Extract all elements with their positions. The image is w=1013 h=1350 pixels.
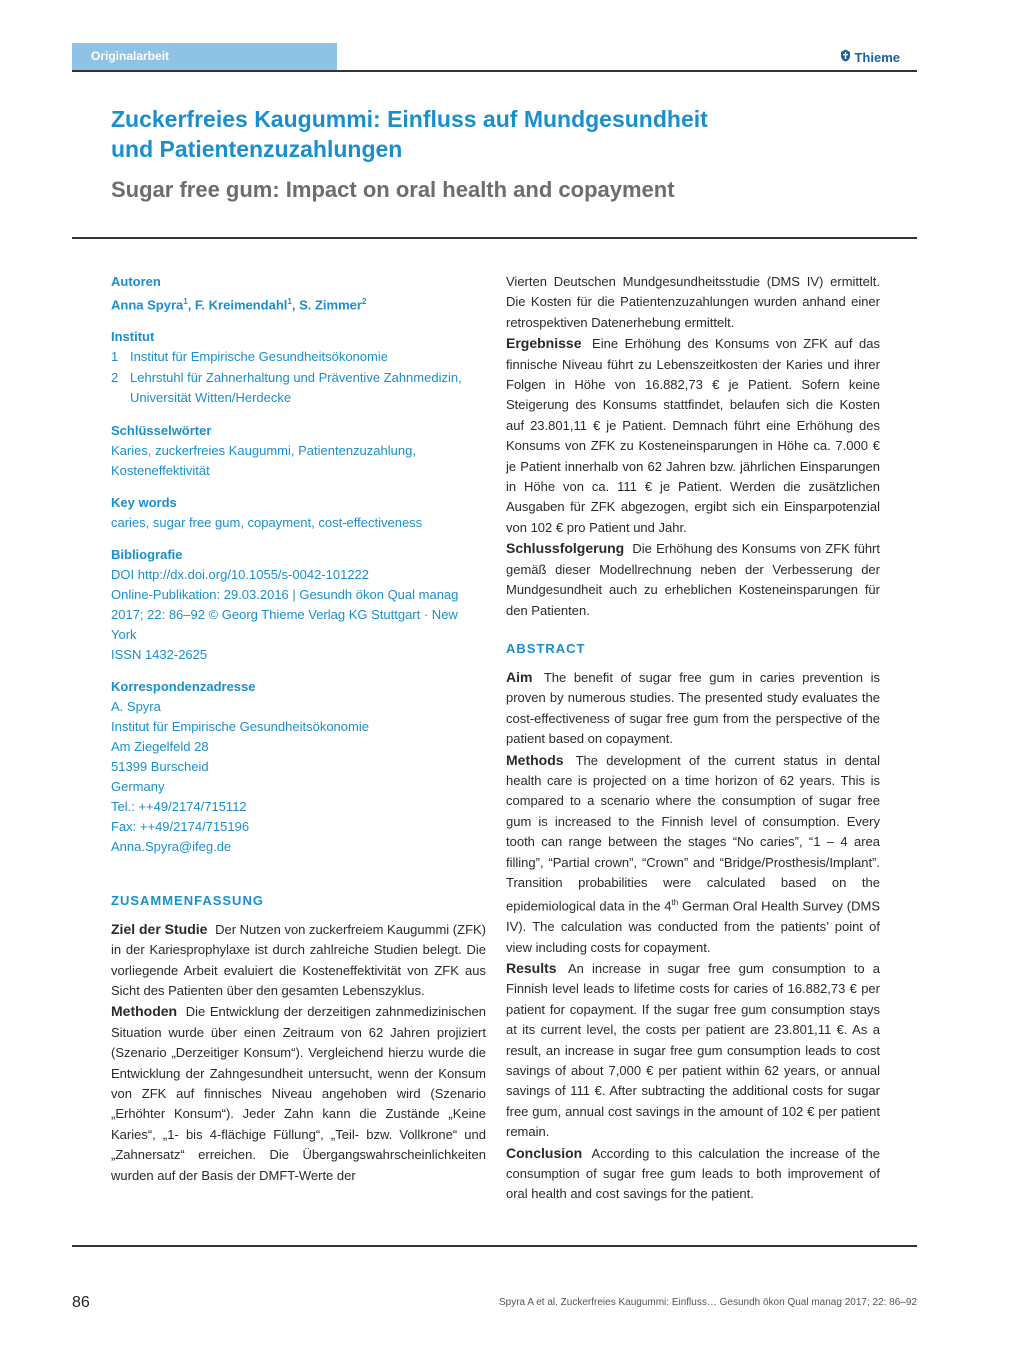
author-2: , F. Kreimendahl bbox=[187, 297, 288, 313]
corr-fax: Fax: ++49/2174/715196 bbox=[111, 818, 250, 834]
correspondence-label: Korrespondenzadresse bbox=[111, 678, 256, 694]
correspondence-block bbox=[111, 677, 486, 857]
title-rule bbox=[72, 237, 917, 239]
authors-label: Autoren bbox=[111, 274, 161, 289]
corr-street: Am Ziegelfeld 28 bbox=[111, 738, 209, 754]
methoden-label: Methoden bbox=[111, 1003, 178, 1020]
author-2-affil: 1 bbox=[287, 297, 292, 306]
methoden-paragraph bbox=[111, 1001, 486, 1186]
keywords-en-block bbox=[111, 493, 486, 533]
institute-label: Institut bbox=[111, 329, 155, 345]
keywords-en-label: Key words bbox=[111, 494, 177, 510]
ergebnisse-paragraph bbox=[506, 333, 880, 538]
author-3: , S. Zimmer bbox=[291, 297, 362, 313]
methoden-text: Die Entwicklung der derzeitigen zahnmedizinischen Situation wurde über einen Zeitraum von 62 Jahren projiziert (Szenario „Derzeitiger Konsum“). Vergleichend hierzu wurde die Entwicklung der Zahngesundheit untersucht, wenn der Konsum von ZFK auf finnisches Niveau angehoben wird (Szenario „Erhöhter Konsum“). Jeder Zahn kann die Zustände „Keine Karies“, „1- bis 4-flächige Füllung“, „Teil- bzw. Vollkrone“ und „Zahnersatz“ erreichen. Die Übergangswahrscheinlichkeiten wurden auf der Basis der DMFT-Werte der bbox=[111, 1004, 486, 1183]
doi-link[interactable]: DOI http://dx.doi.org/10.1055/s-0042-101222 bbox=[111, 566, 370, 582]
institute-block bbox=[111, 327, 486, 409]
methods-paragraph bbox=[506, 750, 880, 958]
header-rule bbox=[72, 70, 917, 72]
institute-item bbox=[111, 347, 486, 368]
schluss-label: Schlussfolgerung bbox=[506, 540, 625, 557]
author-1-affil: 1 bbox=[183, 297, 188, 306]
footer-citation: Spyra A et al. Zuckerfreies Kaugummi: Einfluss… Gesundh ökon Qual manag 2017; 22: 86–92 bbox=[498, 1297, 917, 1308]
results-label: Results bbox=[506, 959, 557, 976]
ziel-text: Der Nutzen von zuckerfreiem Kaugummi (ZFK) in der Kariesprophylaxe ist durch zahlreiche Studien belegt. Die vorliegende Arbeit evaluiert die Kosteneffektivität von ZFK aus Sicht des Patienten über den gesamten Lebenszyklus. bbox=[111, 921, 487, 999]
author-3-affil: 2 bbox=[361, 297, 367, 306]
corr-city: 51399 Burscheid bbox=[111, 758, 209, 774]
institute-name: Lehrstuhl für Zahnerhaltung und Präventive Zahnmedizin, Universität Witten/Herdecke bbox=[130, 369, 462, 406]
authors-block bbox=[111, 272, 486, 315]
corr-phone: Tel.: ++49/2174/715112 bbox=[111, 798, 247, 814]
author-1: Anna Spyra bbox=[111, 297, 184, 313]
methoden-continued: Vierten Deutschen Mundgesundheitsstudie (DMS IV) ermittelt. Die Kosten für die Patientenzuzahlungen wurden anhand einer retrospektiven Datenerhebung ermittelt. bbox=[506, 274, 880, 330]
keywords-de-block bbox=[111, 421, 486, 481]
conclusion-paragraph bbox=[506, 1143, 880, 1205]
methods-text-a: The development of the current status in dental health care is projected on a time horizon of 62 years. This is compared to a scenario where the consumption of sugar free gum is increased to the Finnish level of consumption. Every tooth can range between the stages “No caries”, “1 – 4 area filling”, “Partial crown”, “Crown” and “Bridge/Prosthesis/Implant”. Transition probabilities were calculated based on the epidemiological data in the 4 bbox=[506, 752, 880, 914]
corr-institute: Institut für Empirische Gesundheitsökonomie bbox=[111, 718, 369, 734]
issn: ISSN 1432-2625 bbox=[111, 646, 208, 662]
article-title-german bbox=[111, 104, 811, 164]
publisher-logo bbox=[840, 49, 900, 65]
page-number: 86 bbox=[72, 1294, 90, 1311]
methods-label: Methods bbox=[506, 751, 564, 768]
footer-rule bbox=[72, 1245, 917, 1247]
schluss-paragraph bbox=[506, 538, 880, 621]
schluss-text: Die Erhöhung des Konsums von ZFK führt gemäß dieser Modellrechnung neben der Verbesserung der Mundgesundheit auch zu erheblichen Kosteneinsparungen für den Patienten. bbox=[506, 541, 880, 618]
section-tag: Originalarbeit bbox=[72, 43, 337, 71]
thieme-logo-icon bbox=[840, 49, 851, 65]
article-title-english: Sugar free gum: Impact on oral health and copayment bbox=[111, 177, 675, 202]
right-column bbox=[506, 272, 880, 1205]
keywords-de: Karies, zuckerfreies Kaugummi, Patientenzuzahlung, Kosteneffektivität bbox=[111, 442, 416, 478]
keywords-en: caries, sugar free gum, copayment, cost-effectiveness bbox=[111, 514, 423, 530]
conclusion-label: Conclusion bbox=[506, 1144, 583, 1161]
publisher-name: Thieme bbox=[854, 49, 900, 65]
bibliography-label: Bibliografie bbox=[111, 546, 183, 562]
abstract-heading: ABSTRACT bbox=[506, 640, 586, 656]
title-line-2: und Patientenzuzahlungen bbox=[111, 136, 403, 162]
ergebnisse-label: Ergebnisse bbox=[506, 335, 582, 352]
conclusion-text: According to this calculation the increase of the consumption of sugar free gum leads to both improvement of oral health and cost savings for the patient. bbox=[506, 1145, 880, 1202]
results-text: An increase in sugar free gum consumption to a Finnish level leads to lifetime costs for caries of 16.882,73 € per patient for copayment. If the sugar free gum consumption stays at its current level, the costs per patient are 23.801,11 €. As a result, an increase in sugar free gum consumption leads to cost savings of about 7,000 € per patient within 62 years, or annual savings of 111 €. After subtracting the additional costs for sugar free gum, annual cost savings in the amount of 102 € per patient remain. bbox=[506, 960, 880, 1140]
institute-number: 1 bbox=[111, 349, 119, 365]
bibliography-block bbox=[111, 545, 486, 665]
author-list bbox=[111, 292, 486, 315]
online-publication: Online-Publikation: 29.03.2016 | Gesundh ökon Qual manag 2017; 22: 86–92 © Georg Thieme Verlag KG Stuttgart · New York bbox=[111, 586, 459, 642]
aim-label: Aim bbox=[506, 668, 533, 685]
methods-text-b: German Oral Health Survey (DMS IV). The calculation was conducted from the patients’ point of view including costs for copayment. bbox=[506, 898, 880, 955]
institute-number: 2 bbox=[111, 369, 119, 385]
institute-name: Institut für Empirische Gesundheitsökonomie bbox=[130, 349, 388, 365]
methods-ordinal: th bbox=[671, 898, 679, 908]
aim-text: The benefit of sugar free gum in caries prevention is proven by numerous studies. The presented study evaluates the cost-effectiveness of sugar free gum from the perspective of the patient based on copayment. bbox=[506, 669, 880, 747]
corr-country: Germany bbox=[111, 778, 165, 794]
results-paragraph bbox=[506, 958, 880, 1143]
corr-email-link[interactable]: Anna.Spyra@ifeg.de bbox=[111, 838, 232, 854]
ziel-label: Ziel der Studie bbox=[111, 920, 208, 937]
title-line-1: Zuckerfreies Kaugummi: Einfluss auf Mundgesundheit bbox=[111, 106, 708, 132]
institute-item bbox=[111, 368, 486, 409]
zusammenfassung-heading: ZUSAMMENFASSUNG bbox=[111, 892, 264, 908]
aim-paragraph bbox=[506, 667, 880, 750]
keywords-de-label: Schlüsselwörter bbox=[111, 422, 212, 438]
ergebnisse-text: Eine Erhöhung des Konsums von ZFK auf das finnische Niveau führt zu Lebenszeitkosten der Karies und ihrer Folgen in Höhe von 16.882,73 € je Patient. Sofern keine Steigerung des Konsums stattfindet, belaufen sich die Kosten auf 23.801,11 € je Patient. Demnach führt eine Erhöhung des Konsums von ZFK zu Kosteneinsparungen in Höhe ca. 7.000 € je Patient innerhalb von 62 Jahren bzw. jährlichen Einsparungen in Höhe von ca. 111 € je Patient. Werden die zusätzlichen Ausgaben für ZFK abgezogen, ergibt sich ein Einsparpotenzial von 102 € pro Patient und Jahr. bbox=[506, 336, 880, 535]
left-column bbox=[111, 272, 486, 1186]
corr-name: A. Spyra bbox=[111, 698, 161, 714]
ziel-paragraph bbox=[111, 919, 486, 1002]
